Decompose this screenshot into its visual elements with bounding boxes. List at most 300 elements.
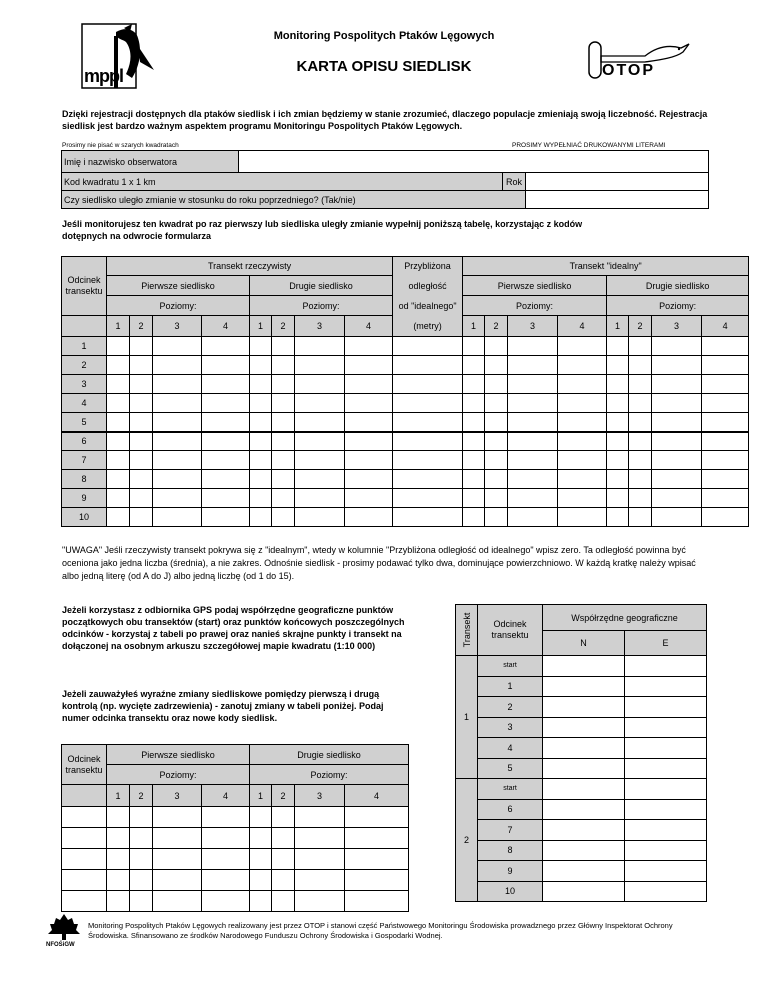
gps-e-cell[interactable]	[625, 820, 707, 841]
change-cell[interactable]	[250, 828, 272, 849]
entry-cell[interactable]	[702, 337, 749, 356]
change-cell[interactable]	[345, 870, 409, 891]
gps-odcinek: 7	[478, 820, 543, 841]
entry-cell[interactable]	[629, 375, 652, 394]
entry-cell[interactable]	[508, 451, 558, 470]
change-cell[interactable]	[250, 807, 272, 828]
gps-e-cell[interactable]	[625, 738, 707, 759]
entry-cell[interactable]	[272, 356, 295, 375]
instruction-1: Jeśli monitorujesz ten kwadrat po raz pierwszy lub siedliska uległy zmianie wypełnij poniższą tabelę, korzystając z kodów dotępnych na odwrocie formularza	[62, 219, 583, 241]
footer-text: Monitoring Pospolitych Ptaków Lęgowych realizowany jest przez OTOP i stanowi część Państwowego Monitoringu Środowiska prowadznego przez Główny Inspektorat Ochrony Środowiska. Sfinansowano ze środków Narodowego Funduszu Ochrony Środowiska i Gospodarki Wodnej.	[88, 921, 673, 940]
entry-cell[interactable]	[107, 394, 130, 413]
gps-n-cell[interactable]	[543, 840, 625, 861]
gps-e-cell[interactable]	[625, 861, 707, 882]
change-cell[interactable]	[272, 891, 295, 912]
gps-n-cell[interactable]	[543, 738, 625, 759]
entry-cell[interactable]	[652, 356, 702, 375]
gps-odcinek: 4	[478, 738, 543, 759]
entry-cell[interactable]	[272, 508, 295, 527]
row-number: 9	[62, 489, 107, 508]
change-cell[interactable]	[295, 828, 345, 849]
entry-cell[interactable]	[295, 508, 345, 527]
entry-cell[interactable]	[295, 356, 345, 375]
entry-cell[interactable]	[107, 508, 130, 527]
entry-cell[interactable]	[295, 432, 345, 451]
gps-e-cell[interactable]	[625, 881, 707, 902]
gps-e-cell[interactable]	[625, 676, 707, 697]
entry-cell[interactable]	[558, 356, 607, 375]
entry-cell[interactable]	[652, 470, 702, 489]
gps-odcinek: start	[478, 656, 543, 677]
change-row	[62, 870, 409, 891]
change-cell[interactable]	[250, 849, 272, 870]
entry-cell[interactable]	[702, 489, 749, 508]
entry-cell[interactable]	[393, 470, 463, 489]
observer-label: Imię i nazwisko obserwatora	[62, 151, 239, 173]
entry-cell[interactable]	[153, 394, 202, 413]
table-row	[62, 337, 749, 356]
entry-cell[interactable]	[558, 508, 607, 527]
entry-cell[interactable]	[107, 432, 130, 451]
entry-cell[interactable]	[202, 470, 250, 489]
entry-cell[interactable]	[607, 432, 629, 451]
row-number: 5	[62, 413, 107, 432]
entry-cell[interactable]	[607, 413, 629, 432]
entry-cell[interactable]	[250, 508, 272, 527]
entry-cell[interactable]	[345, 470, 393, 489]
entry-cell[interactable]	[629, 356, 652, 375]
entry-cell[interactable]	[130, 337, 153, 356]
change-cell[interactable]	[107, 870, 130, 891]
change-odcinek-header: Odcinek transektu	[62, 745, 107, 785]
change-instruction: Jeżeli zauważyłeś wyraźne zmiany siedliskowe pomiędzy pierwszą i drugą kontrolą (np. wycięte zadrzewienia) - zanotuj zmiany w tabeli poniżej. Podaj numer odcinka transektu oraz nowe kody siedlisk.	[62, 689, 384, 723]
change-cell[interactable]	[272, 849, 295, 870]
gps-row	[456, 717, 707, 738]
entry-cell[interactable]	[202, 413, 250, 432]
table-row	[62, 394, 749, 413]
gps-n-cell[interactable]	[543, 779, 625, 800]
change-cell[interactable]	[107, 828, 130, 849]
gps-n-cell[interactable]	[543, 758, 625, 779]
ideal-second-habitat: Drugie siedlisko	[607, 276, 749, 296]
entry-cell[interactable]	[508, 394, 558, 413]
change-cell[interactable]	[153, 870, 202, 891]
entry-cell[interactable]	[652, 508, 702, 527]
entry-cell[interactable]	[130, 356, 153, 375]
entry-cell[interactable]	[558, 489, 607, 508]
entry-cell[interactable]	[272, 489, 295, 508]
real-first-levels: Poziomy:	[107, 296, 250, 316]
entry-cell[interactable]	[485, 337, 508, 356]
change-cell[interactable]	[345, 891, 409, 912]
change-cell[interactable]	[295, 870, 345, 891]
entry-cell[interactable]	[607, 451, 629, 470]
entry-cell[interactable]	[607, 470, 629, 489]
entry-cell[interactable]	[607, 394, 629, 413]
entry-cell[interactable]	[250, 356, 272, 375]
entry-cell[interactable]	[202, 508, 250, 527]
entry-cell[interactable]	[485, 356, 508, 375]
entry-cell[interactable]	[652, 394, 702, 413]
gps-e-cell[interactable]	[625, 656, 707, 677]
change-cell[interactable]	[202, 891, 250, 912]
entry-cell[interactable]	[153, 489, 202, 508]
change-cell[interactable]	[62, 849, 107, 870]
entry-cell[interactable]	[393, 508, 463, 527]
entry-cell[interactable]	[107, 375, 130, 394]
table-row	[62, 451, 749, 470]
entry-cell[interactable]	[629, 394, 652, 413]
year-label: Rok	[503, 173, 526, 191]
entry-cell[interactable]	[629, 432, 652, 451]
gps-odcinek: 8	[478, 840, 543, 861]
change-cell[interactable]	[345, 849, 409, 870]
changed-field[interactable]	[526, 191, 709, 209]
entry-cell[interactable]	[345, 489, 393, 508]
entry-cell[interactable]	[629, 337, 652, 356]
entry-cell[interactable]	[508, 432, 558, 451]
change-cell[interactable]	[130, 870, 153, 891]
entry-cell[interactable]	[295, 375, 345, 394]
entry-cell[interactable]	[130, 470, 153, 489]
entry-cell[interactable]	[558, 451, 607, 470]
entry-cell[interactable]	[393, 413, 463, 432]
entry-cell[interactable]	[463, 508, 485, 527]
gps-e-cell[interactable]	[625, 840, 707, 861]
gps-e-cell[interactable]	[625, 799, 707, 820]
entry-cell[interactable]	[130, 489, 153, 508]
entry-cell[interactable]	[130, 413, 153, 432]
change-cell[interactable]	[62, 807, 107, 828]
entry-cell[interactable]	[629, 413, 652, 432]
change-cell[interactable]	[250, 891, 272, 912]
entry-cell[interactable]	[345, 356, 393, 375]
change-cell[interactable]	[130, 828, 153, 849]
entry-cell[interactable]	[629, 489, 652, 508]
gps-n-cell[interactable]	[543, 881, 625, 902]
entry-cell[interactable]	[393, 489, 463, 508]
gps-odcinek: 9	[478, 861, 543, 882]
gps-n-cell[interactable]	[543, 656, 625, 677]
entry-cell[interactable]	[272, 337, 295, 356]
entry-cell[interactable]	[508, 413, 558, 432]
ideal-first-habitat: Pierwsze siedlisko	[463, 276, 607, 296]
entry-cell[interactable]	[485, 470, 508, 489]
entry-cell[interactable]	[202, 394, 250, 413]
gps-odcinek: 2	[478, 697, 543, 718]
change-cell[interactable]	[62, 828, 107, 849]
entry-cell[interactable]	[153, 356, 202, 375]
gps-row	[456, 840, 707, 861]
uppercase-note: PROSIMY WYPEŁNIAĆ DRUKOWANYMI LITERAMI	[512, 142, 666, 149]
entry-cell[interactable]	[107, 337, 130, 356]
entry-cell[interactable]	[607, 337, 629, 356]
entry-cell[interactable]	[250, 375, 272, 394]
entry-cell[interactable]	[202, 451, 250, 470]
change-cell[interactable]	[202, 870, 250, 891]
entry-cell[interactable]	[250, 394, 272, 413]
entry-cell[interactable]	[250, 337, 272, 356]
gps-transect-header: Transekt	[456, 605, 478, 656]
entry-cell[interactable]	[345, 451, 393, 470]
change-cell[interactable]	[295, 891, 345, 912]
entry-cell[interactable]	[250, 470, 272, 489]
entry-cell[interactable]	[508, 489, 558, 508]
entry-cell[interactable]	[393, 451, 463, 470]
entry-cell[interactable]	[153, 470, 202, 489]
entry-cell[interactable]	[153, 451, 202, 470]
entry-cell[interactable]	[558, 375, 607, 394]
entry-cell[interactable]	[295, 413, 345, 432]
level-numbers-row: 1 2 3 4 1 2 3 4 (metry) 1 2 3 4 1 2 3 4	[62, 316, 749, 337]
change-cell[interactable]	[107, 891, 130, 912]
gps-odcinek: 6	[478, 799, 543, 820]
entry-cell[interactable]	[393, 394, 463, 413]
change-cell[interactable]	[295, 849, 345, 870]
entry-cell[interactable]	[250, 413, 272, 432]
entry-cell[interactable]	[485, 394, 508, 413]
entry-cell[interactable]	[295, 337, 345, 356]
gps-e-cell[interactable]	[625, 717, 707, 738]
change-cell[interactable]	[153, 891, 202, 912]
entry-cell[interactable]	[652, 337, 702, 356]
gps-n-cell[interactable]	[543, 676, 625, 697]
entry-cell[interactable]	[153, 432, 202, 451]
entry-cell[interactable]	[130, 394, 153, 413]
entry-cell[interactable]	[393, 337, 463, 356]
entry-cell[interactable]	[153, 413, 202, 432]
entry-cell[interactable]	[107, 356, 130, 375]
change-cell[interactable]	[62, 870, 107, 891]
entry-cell[interactable]	[485, 413, 508, 432]
entry-cell[interactable]	[558, 413, 607, 432]
gps-row	[456, 758, 707, 779]
entry-cell[interactable]	[508, 508, 558, 527]
entry-cell[interactable]	[558, 337, 607, 356]
entry-cell[interactable]	[629, 470, 652, 489]
entry-cell[interactable]	[607, 375, 629, 394]
entry-cell[interactable]	[295, 394, 345, 413]
change-first-levels: Poziomy:	[107, 765, 250, 785]
entry-cell[interactable]	[272, 451, 295, 470]
intro-text: Dzięki rejestracji dostępnych dla ptaków siedlisk i ich zmian będziemy w stanie zrozumieć, dlaczego populacje zmieniają swoją liczebność. Rejestracja siedlisk jest bardzo ważnym aspektem programu Monitoringu Pospolitych Ptaków Lęgowych.	[62, 109, 708, 131]
gps-n-cell[interactable]	[543, 799, 625, 820]
square-label: Kod kwadratu 1 x 1 km	[62, 173, 503, 191]
main-odcinek-header: Odcinek transektu	[62, 257, 107, 316]
entry-cell[interactable]	[250, 489, 272, 508]
entry-cell[interactable]	[202, 337, 250, 356]
gps-row	[456, 820, 707, 841]
entry-cell[interactable]	[393, 432, 463, 451]
entry-cell[interactable]	[485, 508, 508, 527]
entry-cell[interactable]	[345, 432, 393, 451]
table-row	[62, 489, 749, 508]
entry-cell[interactable]	[463, 451, 485, 470]
entry-cell[interactable]	[463, 489, 485, 508]
program-title: Monitoring Pospolitych Ptaków Lęgowych	[273, 30, 495, 42]
entry-cell[interactable]	[345, 413, 393, 432]
year-field[interactable]	[526, 173, 709, 191]
approx-header-3: od "idealnego"	[393, 296, 463, 316]
gps-e-cell[interactable]	[625, 758, 707, 779]
change-cell[interactable]	[153, 828, 202, 849]
change-cell[interactable]	[295, 807, 345, 828]
row-number: 6	[62, 432, 107, 451]
gps-odcinek-header: Odcinek transektu	[478, 605, 543, 656]
header-form	[61, 150, 709, 209]
entry-cell[interactable]	[345, 394, 393, 413]
entry-cell[interactable]	[202, 375, 250, 394]
entry-cell[interactable]	[295, 470, 345, 489]
observer-field[interactable]	[239, 151, 709, 173]
entry-cell[interactable]	[393, 356, 463, 375]
entry-cell[interactable]	[107, 470, 130, 489]
entry-cell[interactable]	[250, 451, 272, 470]
entry-cell[interactable]	[463, 337, 485, 356]
entry-cell[interactable]	[652, 432, 702, 451]
gps-n-cell[interactable]	[543, 820, 625, 841]
entry-cell[interactable]	[272, 470, 295, 489]
table-row	[62, 432, 749, 451]
change-cell[interactable]	[202, 828, 250, 849]
entry-cell[interactable]	[345, 375, 393, 394]
entry-cell[interactable]	[272, 394, 295, 413]
change-cell[interactable]	[272, 870, 295, 891]
change-cell[interactable]	[153, 807, 202, 828]
entry-cell[interactable]	[508, 375, 558, 394]
gps-n-cell[interactable]	[543, 697, 625, 718]
entry-cell[interactable]	[607, 489, 629, 508]
entry-cell[interactable]	[463, 356, 485, 375]
entry-cell[interactable]	[107, 451, 130, 470]
entry-cell[interactable]	[463, 394, 485, 413]
entry-cell[interactable]	[272, 432, 295, 451]
ideal-transect-header: Transekt "idealny"	[463, 257, 749, 276]
entry-cell[interactable]	[153, 508, 202, 527]
entry-cell[interactable]	[629, 508, 652, 527]
entry-cell[interactable]	[629, 451, 652, 470]
entry-cell[interactable]	[202, 489, 250, 508]
change-cell[interactable]	[345, 807, 409, 828]
entry-cell[interactable]	[558, 432, 607, 451]
approx-header-2: odległość	[393, 276, 463, 296]
change-cell[interactable]	[130, 807, 153, 828]
entry-cell[interactable]	[463, 413, 485, 432]
change-cell[interactable]	[153, 849, 202, 870]
entry-cell[interactable]	[485, 451, 508, 470]
row-number: 10	[62, 508, 107, 527]
entry-cell[interactable]	[485, 432, 508, 451]
gps-row	[456, 779, 707, 800]
entry-cell[interactable]	[508, 356, 558, 375]
real-second-habitat: Drugie siedlisko	[250, 276, 393, 296]
change-cell[interactable]	[130, 891, 153, 912]
entry-cell[interactable]	[202, 356, 250, 375]
real-transect-header: Transekt rzeczywisty	[107, 257, 393, 276]
change-cell[interactable]	[272, 828, 295, 849]
entry-cell[interactable]	[463, 470, 485, 489]
entry-cell[interactable]	[272, 413, 295, 432]
entry-cell[interactable]	[702, 394, 749, 413]
entry-cell[interactable]	[463, 432, 485, 451]
change-cell[interactable]	[107, 849, 130, 870]
entry-cell[interactable]	[702, 508, 749, 527]
change-cell[interactable]	[250, 870, 272, 891]
entry-cell[interactable]	[485, 489, 508, 508]
ideal-second-levels: Poziomy:	[607, 296, 749, 316]
change-cell[interactable]	[202, 849, 250, 870]
entry-cell[interactable]	[130, 508, 153, 527]
table-row	[62, 470, 749, 489]
entry-cell[interactable]	[130, 375, 153, 394]
entry-cell[interactable]	[508, 337, 558, 356]
entry-cell[interactable]	[272, 375, 295, 394]
change-cell[interactable]	[272, 807, 295, 828]
entry-cell[interactable]	[558, 470, 607, 489]
entry-cell[interactable]	[485, 375, 508, 394]
entry-cell[interactable]	[130, 432, 153, 451]
gps-row	[456, 738, 707, 759]
change-cell[interactable]	[107, 807, 130, 828]
change-second-habitat: Drugie siedlisko	[250, 745, 409, 765]
entry-cell[interactable]	[345, 508, 393, 527]
entry-cell[interactable]	[463, 375, 485, 394]
page-title: KARTA OPISU SIEDLISK	[296, 58, 472, 75]
entry-cell[interactable]	[295, 451, 345, 470]
entry-cell[interactable]	[250, 432, 272, 451]
entry-cell[interactable]	[652, 413, 702, 432]
entry-cell[interactable]	[107, 489, 130, 508]
entry-cell[interactable]	[652, 375, 702, 394]
row-number: 1	[62, 337, 107, 356]
entry-cell[interactable]	[558, 394, 607, 413]
change-row	[62, 828, 409, 849]
entry-cell[interactable]	[702, 413, 749, 432]
entry-cell[interactable]	[202, 432, 250, 451]
gps-n-cell[interactable]	[543, 861, 625, 882]
entry-cell[interactable]	[607, 356, 629, 375]
row-number: 2	[62, 356, 107, 375]
change-cell[interactable]	[62, 891, 107, 912]
entry-cell[interactable]	[107, 413, 130, 432]
change-cell[interactable]	[130, 849, 153, 870]
gps-row	[456, 799, 707, 820]
main-table	[61, 256, 749, 527]
entry-cell[interactable]	[702, 470, 749, 489]
entry-cell[interactable]	[702, 432, 749, 451]
gps-odcinek: 10	[478, 881, 543, 902]
entry-cell[interactable]	[345, 337, 393, 356]
entry-cell[interactable]	[393, 375, 463, 394]
entry-cell[interactable]	[702, 451, 749, 470]
change-cell[interactable]	[345, 828, 409, 849]
entry-cell[interactable]	[702, 356, 749, 375]
entry-cell[interactable]	[702, 375, 749, 394]
entry-cell[interactable]	[607, 508, 629, 527]
entry-cell[interactable]	[295, 489, 345, 508]
gps-n-cell[interactable]	[543, 717, 625, 738]
entry-cell[interactable]	[153, 375, 202, 394]
entry-cell[interactable]	[508, 470, 558, 489]
entry-cell[interactable]	[652, 489, 702, 508]
change-cell[interactable]	[202, 807, 250, 828]
gps-e-cell[interactable]	[625, 779, 707, 800]
entry-cell[interactable]	[652, 451, 702, 470]
table-row	[62, 375, 749, 394]
entry-cell[interactable]	[153, 337, 202, 356]
entry-cell[interactable]	[130, 451, 153, 470]
gps-e-cell[interactable]	[625, 697, 707, 718]
